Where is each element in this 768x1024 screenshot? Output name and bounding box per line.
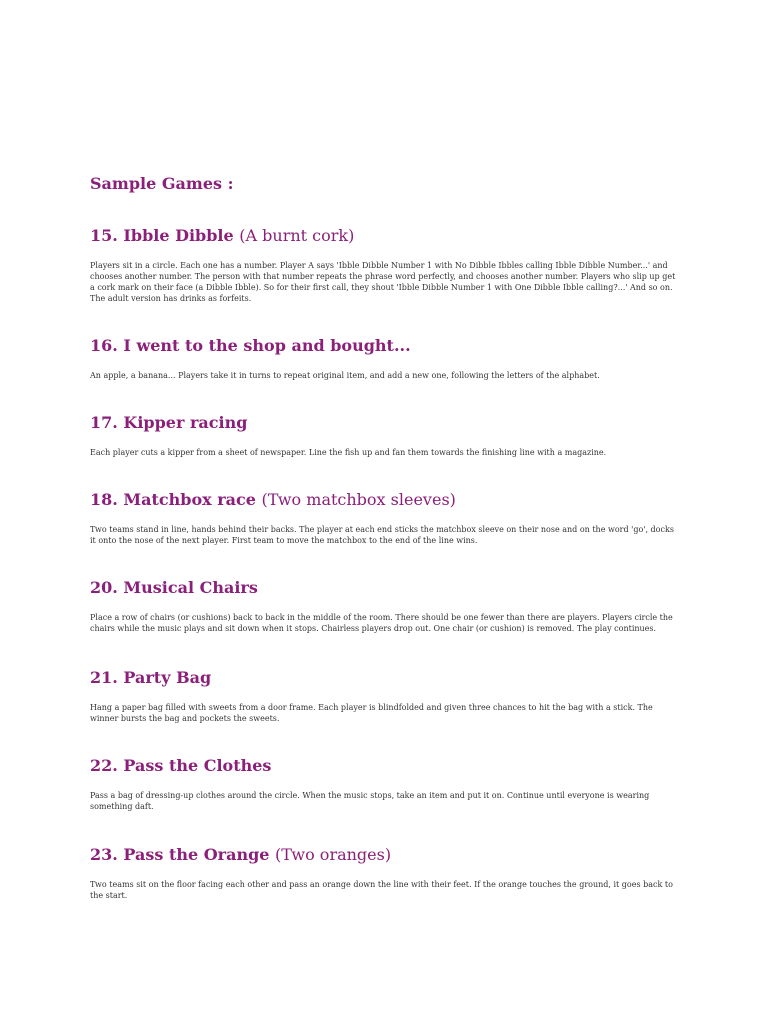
game-title: 16. I went to the shop and bought...: [90, 336, 411, 355]
game-subtitle: (Two matchbox sleeves): [261, 490, 456, 509]
game-description: Each player cuts a kipper from a sheet of newspaper. Line the fish up and fan them towards the finishing line with a magazine.: [90, 448, 607, 457]
game-title: 20. Musical Chairs: [90, 578, 258, 597]
game-description: Place a row of chairs (or cushions) back to back in the middle of the room. There should be one fewer than there are players. Players circle the chairs while the music plays and sit down when it stops. Chairless players drop out. One chair (or cushion) is removed. The play continues.: [90, 613, 673, 633]
game-description: Two teams stand in line, hands behind their backs. The player at each end sticks the matchbox sleeve on their nose and on the word 'go', docks it onto the nose of the next player. First team to move the matchbox to the end of the line wins.: [90, 525, 674, 545]
game-section: [90, 668, 680, 724]
game-heading: [90, 756, 680, 776]
game-section: [90, 845, 680, 901]
game-section: [90, 578, 680, 634]
game-heading: [90, 336, 680, 356]
game-section: [90, 490, 680, 546]
game-heading: [90, 578, 680, 598]
game-description: Two teams sit on the floor facing each other and pass an orange down the line with their feet. If the orange touches the ground, it goes back to the start.: [90, 880, 673, 900]
game-section: [90, 756, 680, 812]
game-section: [90, 226, 680, 304]
game-title: 17. Kipper racing: [90, 413, 248, 432]
game-description: An apple, a banana... Players take it in turns to repeat original item, and add a new one, following the letters of the alphabet.: [90, 371, 600, 380]
game-title: 21. Party Bag: [90, 668, 212, 687]
game-heading: [90, 845, 680, 865]
game-description: Players sit in a circle. Each one has a number. Player A says 'Ibble Dibble Number 1 with No Dibble Ibbles calling Ibble Dibble Number...' and chooses another number. The person with that number repeats the phrase word perfectly, and chooses another number. Players who slip up get a cork mark on their face (a Dibble Ibble). So for their first call, they shout 'Ibble Dibble Number 1 with One Dibble Ibble calling?...' And so on. The adult version has drinks as forfeits.: [90, 261, 676, 303]
game-section: [90, 413, 680, 458]
game-heading: [90, 668, 680, 688]
game-description: Pass a bag of dressing-up clothes around the circle. When the music stops, take an item and put it on. Continue until everyone is wearing something daft.: [90, 791, 650, 811]
game-title: 18. Matchbox race: [90, 490, 256, 509]
game-subtitle: (A burnt cork): [239, 226, 355, 245]
game-heading: [90, 226, 680, 246]
game-title: 23. Pass the Orange: [90, 845, 270, 864]
game-description: Hang a paper bag filled with sweets from a door frame. Each player is blindfolded and given three chances to hit the bag with a stick. The winner bursts the bag and pockets the sweets.: [90, 703, 653, 723]
game-heading: [90, 490, 680, 510]
page-title: Sample Games :: [90, 174, 234, 193]
game-heading: [90, 413, 680, 433]
game-subtitle: (Two oranges): [275, 845, 392, 864]
game-title: 15. Ibble Dibble: [90, 226, 234, 245]
game-section: [90, 336, 680, 381]
game-title: 22. Pass the Clothes: [90, 756, 272, 775]
